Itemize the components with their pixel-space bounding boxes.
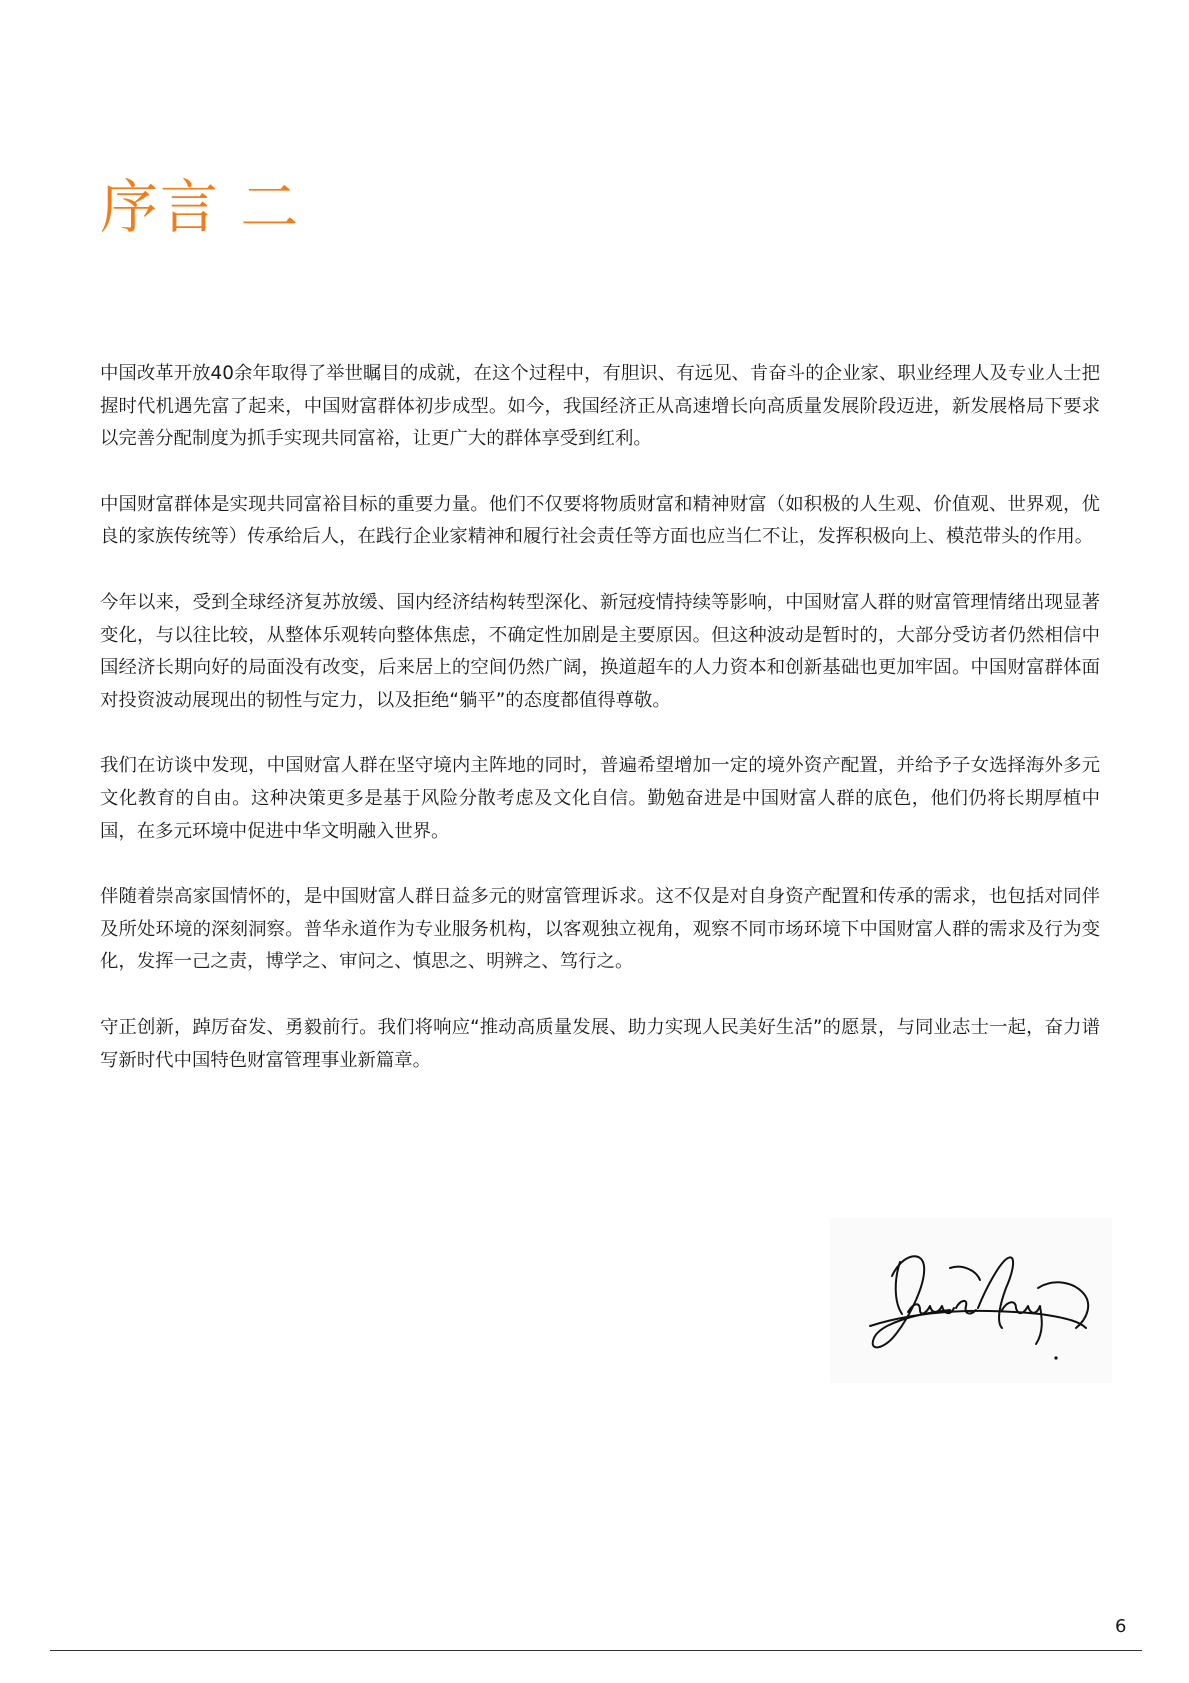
signature	[830, 1218, 1112, 1383]
paragraph-3: 今年以来，受到全球经济复苏放缓、国内经济结构转型深化、新冠疫情持续等影响，中国财富人群的财富管理情绪出现显著变化，与以往比较，从整体乐观转向整体焦虑，不确定性加剧是主要原因。但这种波动是暂时的，大部分受访者仍然相信中国经济长期向好的局面没有改变，后来居上的空间仍然广阔，换道超车的人力资本和创新基础也更加牢固。中国财富群体面对投资波动展现出的韧性与定力，以及拒绝“躺平”的态度都值得尊敬。	[100, 591, 1100, 711]
paragraph-6: 守正创新，踔厉奋发、勇毅前行。我们将响应“推动高质量发展、助力实现人民美好生活”的愿景，与同业志士一起，奋力谱写新时代中国特色财富管理事业新篇章。	[100, 1016, 1100, 1071]
preface-body	[100, 358, 1100, 1110]
page-number: 6	[1115, 1616, 1127, 1637]
footer-divider	[50, 1650, 1142, 1651]
paragraph-1: 中国改革开放40余年取得了举世瞩目的成就，在这个过程中，有胆识、有远见、肯奋斗的企业家、职业经理人及专业人士把握时代机遇先富了起来，中国财富群体初步成型。如今，我国经济正从高速增长向高质量发展阶段迈进，新发展格局下要求以完善分配制度为抓手实现共同富裕，让更广大的群体享受到红利。	[100, 363, 1100, 450]
signature-icon	[830, 1218, 1112, 1383]
paragraph-2: 中国财富群体是实现共同富裕目标的重要力量。他们不仅要将物质财富和精神财富（如积极的人生观、价值观、世界观，优良的家族传统等）传承给后人，在践行企业家精神和履行社会责任等方面也应当仁不让，发挥积极向上、模范带头的作用。	[100, 493, 1100, 548]
paragraph-4: 我们在访谈中发现，中国财富人群在坚守境内主阵地的同时，普遍希望增加一定的境外资产配置，并给予子女选择海外多元文化教育的自由。这种决策更多是基于风险分散考虑及文化自信。勤勉奋进是中国财富人群的底色，他们仍将长期厚植中国，在多元环境中促进中华文明融入世界。	[100, 755, 1100, 842]
paragraph-5: 伴随着崇高家国情怀的，是中国财富人群日益多元的财富管理诉求。这不仅是对自身资产配置和传承的需求，也包括对同伴及所处环境的深刻洞察。普华永道作为专业服务机构，以客观独立视角，观察不同市场环境下中国财富人群的需求及行为变化，发挥一己之责，博学之、审问之、慎思之、明辨之、笃行之。	[100, 886, 1100, 973]
page-title: 序言 二	[100, 173, 301, 241]
